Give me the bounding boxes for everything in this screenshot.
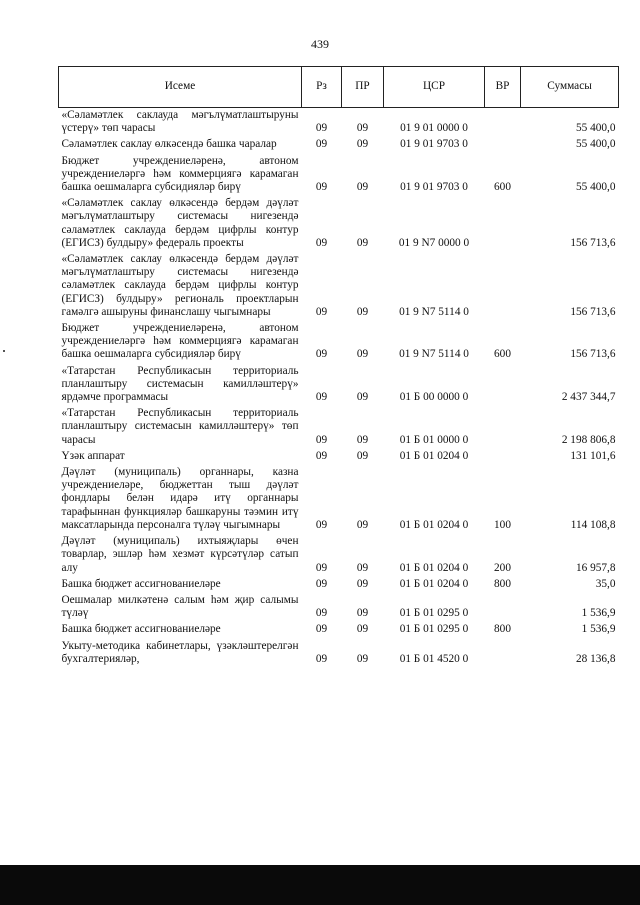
table-row: [59, 406, 619, 449]
row-vr: [485, 406, 521, 449]
row-name: Үзәк аппарат: [61, 449, 125, 462]
column-header-rz: Рз: [302, 67, 342, 108]
row-pr: 09: [356, 623, 369, 636]
row-csr: 01 Б 01 0204 0: [399, 561, 469, 574]
row-vr: 600: [494, 181, 511, 194]
row-amount: 16 957,8: [575, 561, 616, 574]
row-csr: 01 9 N7 0000 0: [398, 236, 470, 249]
row-pr: 09: [356, 391, 369, 404]
row-name: «Татарстан Республикасын территориаль планлаштыру системасын камилләштерү» төп чарасы: [61, 407, 299, 446]
row-rz: 09: [315, 518, 328, 531]
row-rz: 09: [315, 433, 328, 446]
row-rz: 09: [315, 623, 328, 636]
row-name: Башка бюджет ассигнованиеләре: [61, 623, 221, 636]
row-pr: 09: [356, 577, 369, 590]
row-pr: 09: [356, 122, 369, 135]
row-pr: 09: [356, 449, 369, 462]
row-csr: 01 Б 01 0204 0: [399, 449, 469, 462]
budget-table: [58, 66, 619, 668]
row-pr: 09: [356, 518, 369, 531]
table-row: [59, 622, 619, 638]
row-rz: 09: [315, 348, 328, 361]
column-header-name: Исеме: [59, 67, 302, 108]
row-name: «Сәламәтлек саклауда мәгълүматлаштыруны үстерү» төп чарасы: [61, 109, 299, 135]
row-csr: 01 Б 01 0204 0: [399, 518, 469, 531]
row-amount: 156 713,6: [570, 236, 616, 249]
row-name: Бюджет учреждениеләренә, автоном учреждениеләргә һәм коммерциягә карамаган башка оешмаларга субсидияләр бирү: [61, 154, 299, 194]
row-name: Башка бюджет ассигнованиеләре: [61, 577, 221, 590]
table-row: [59, 534, 619, 577]
row-vr: [485, 593, 521, 622]
row-vr: [485, 364, 521, 407]
row-rz: 09: [315, 652, 328, 665]
row-pr: 09: [356, 652, 369, 665]
row-name: Бюджет учреждениеләренә, автоном учреждениеләргә һәм коммерциягә карамаган башка оешмаларга субсидияләр бирү: [61, 322, 299, 361]
row-vr: 800: [494, 623, 511, 636]
row-rz: 09: [315, 561, 328, 574]
row-rz: 09: [315, 181, 328, 194]
row-amount: 55 400,0: [575, 122, 616, 135]
row-pr: 09: [356, 348, 369, 361]
row-rz: 09: [315, 607, 328, 620]
row-amount: 1 536,9: [581, 623, 616, 636]
row-pr: 09: [356, 433, 369, 446]
row-name: «Сәламәтлек саклау өлкәсендә бердәм дәүләт мәгълүматлаштыру системасы нигезендә сәламәтлек саклауда бердәм цифрлы контур (ЕГИСЗ) булдыру» региональ проектларын гамәлгә ашыруны финанслашу чыгымнары: [61, 253, 299, 318]
column-header-csr: ЦСР: [384, 67, 485, 108]
row-amount: 156 713,6: [570, 348, 616, 361]
row-amount: 156 713,6: [570, 305, 616, 318]
row-name: Дәүләт (муниципаль) органнары, казна учреждениеләре, бюджеттан тыш дәүләт фондлары белән идарә итү органнары тарафыннан функцияләр башкаруны тәэмин итү максатларында персоналга түләү чыгымнары: [61, 466, 299, 531]
row-amount: 55 400,0: [575, 181, 616, 194]
table-header-row: [59, 67, 619, 108]
row-vr: [485, 449, 521, 465]
row-amount: 1 536,9: [581, 607, 616, 620]
row-pr: 09: [356, 561, 369, 574]
page-number: 439: [311, 37, 329, 51]
row-rz: 09: [315, 122, 328, 135]
row-rz: 09: [315, 138, 328, 151]
row-name: Оешмалар милкәтенә салым һәм җир салымы түләү: [61, 593, 299, 620]
row-csr: 01 Б 00 0000 0: [399, 391, 469, 404]
row-pr: 09: [356, 138, 369, 151]
column-header-vr: ВР: [485, 67, 521, 108]
row-name: Укыту-методика кабинетлары, үзәкләштерелгән бухгалтерияләр,: [61, 639, 299, 665]
row-amount: 131 101,6: [570, 449, 616, 462]
scan-artifact: [3, 350, 5, 352]
row-amount: 35,0: [595, 577, 616, 590]
column-header-amount: Суммасы: [521, 67, 619, 108]
row-vr: 800: [494, 577, 511, 590]
row-vr: 200: [494, 561, 511, 574]
row-amount: 114 108,8: [570, 518, 616, 531]
row-csr: 01 Б 01 0204 0: [399, 577, 469, 590]
row-csr: 01 9 01 9703 0: [400, 138, 468, 151]
table-row: [59, 137, 619, 153]
row-name: «Сәламәтлек саклау өлкәсендә бердәм дәүләт мәгълүматлаштыру системасы нигезендә сәламәтлек саклауда бердәм цифрлы контур (ЕГИСЗ) булдыру» федераль проекты: [61, 197, 299, 249]
row-rz: 09: [315, 236, 328, 249]
row-amount: 28 136,8: [575, 652, 616, 665]
row-pr: 09: [356, 305, 369, 318]
row-vr: [485, 137, 521, 153]
table-row: [59, 577, 619, 593]
row-csr: 01 9 01 9703 0: [400, 181, 468, 194]
row-csr: 01 9 N7 5114 0: [399, 348, 469, 361]
row-vr: [485, 639, 521, 668]
row-vr: [485, 196, 521, 252]
table-row: [59, 196, 619, 252]
row-amount: 2 198 806,8: [561, 433, 616, 446]
scan-bottom-bar: [0, 865, 640, 905]
row-vr: 100: [494, 518, 511, 531]
column-header-pr: ПР: [342, 67, 384, 108]
row-name: Дәүләт (муниципаль) ихтыяҗлары өчен товарлар, эшләр һәм хезмәт күрсәтүләр сатып алу: [61, 535, 299, 574]
row-rz: 09: [315, 449, 328, 462]
row-csr: 01 Б 01 0000 0: [399, 433, 469, 446]
row-rz: 09: [315, 577, 328, 590]
row-pr: 09: [356, 236, 369, 249]
table-row: [59, 639, 619, 668]
row-csr: 01 9 01 0000 0: [400, 122, 468, 135]
row-vr: 600: [494, 348, 511, 361]
row-amount: 55 400,0: [575, 138, 616, 151]
table-row: [59, 321, 619, 364]
row-rz: 09: [315, 305, 328, 318]
row-vr: [485, 108, 521, 138]
row-csr: 01 Б 01 4520 0: [399, 652, 469, 665]
table-row: [59, 252, 619, 321]
row-pr: 09: [356, 181, 369, 194]
table-row: [59, 465, 619, 534]
row-name: «Татарстан Республикасын территориаль планлаштыру системасын камилләштерү» ярдәмче программасы: [61, 364, 299, 404]
table-row: [59, 108, 619, 138]
row-name: Сәламәтлек саклау өлкәсендә башка чаралар: [61, 138, 277, 151]
row-vr: [485, 252, 521, 321]
table-body: [59, 108, 619, 668]
table-row: [59, 154, 619, 197]
row-rz: 09: [315, 391, 328, 404]
table-row: [59, 364, 619, 407]
table-row: [59, 593, 619, 622]
row-csr: 01 Б 01 0295 0: [399, 607, 469, 620]
row-csr: 01 Б 01 0295 0: [399, 623, 469, 636]
row-amount: 2 437 344,7: [561, 391, 616, 404]
row-csr: 01 9 N7 5114 0: [399, 305, 469, 318]
row-pr: 09: [356, 607, 369, 620]
table-row: [59, 449, 619, 465]
